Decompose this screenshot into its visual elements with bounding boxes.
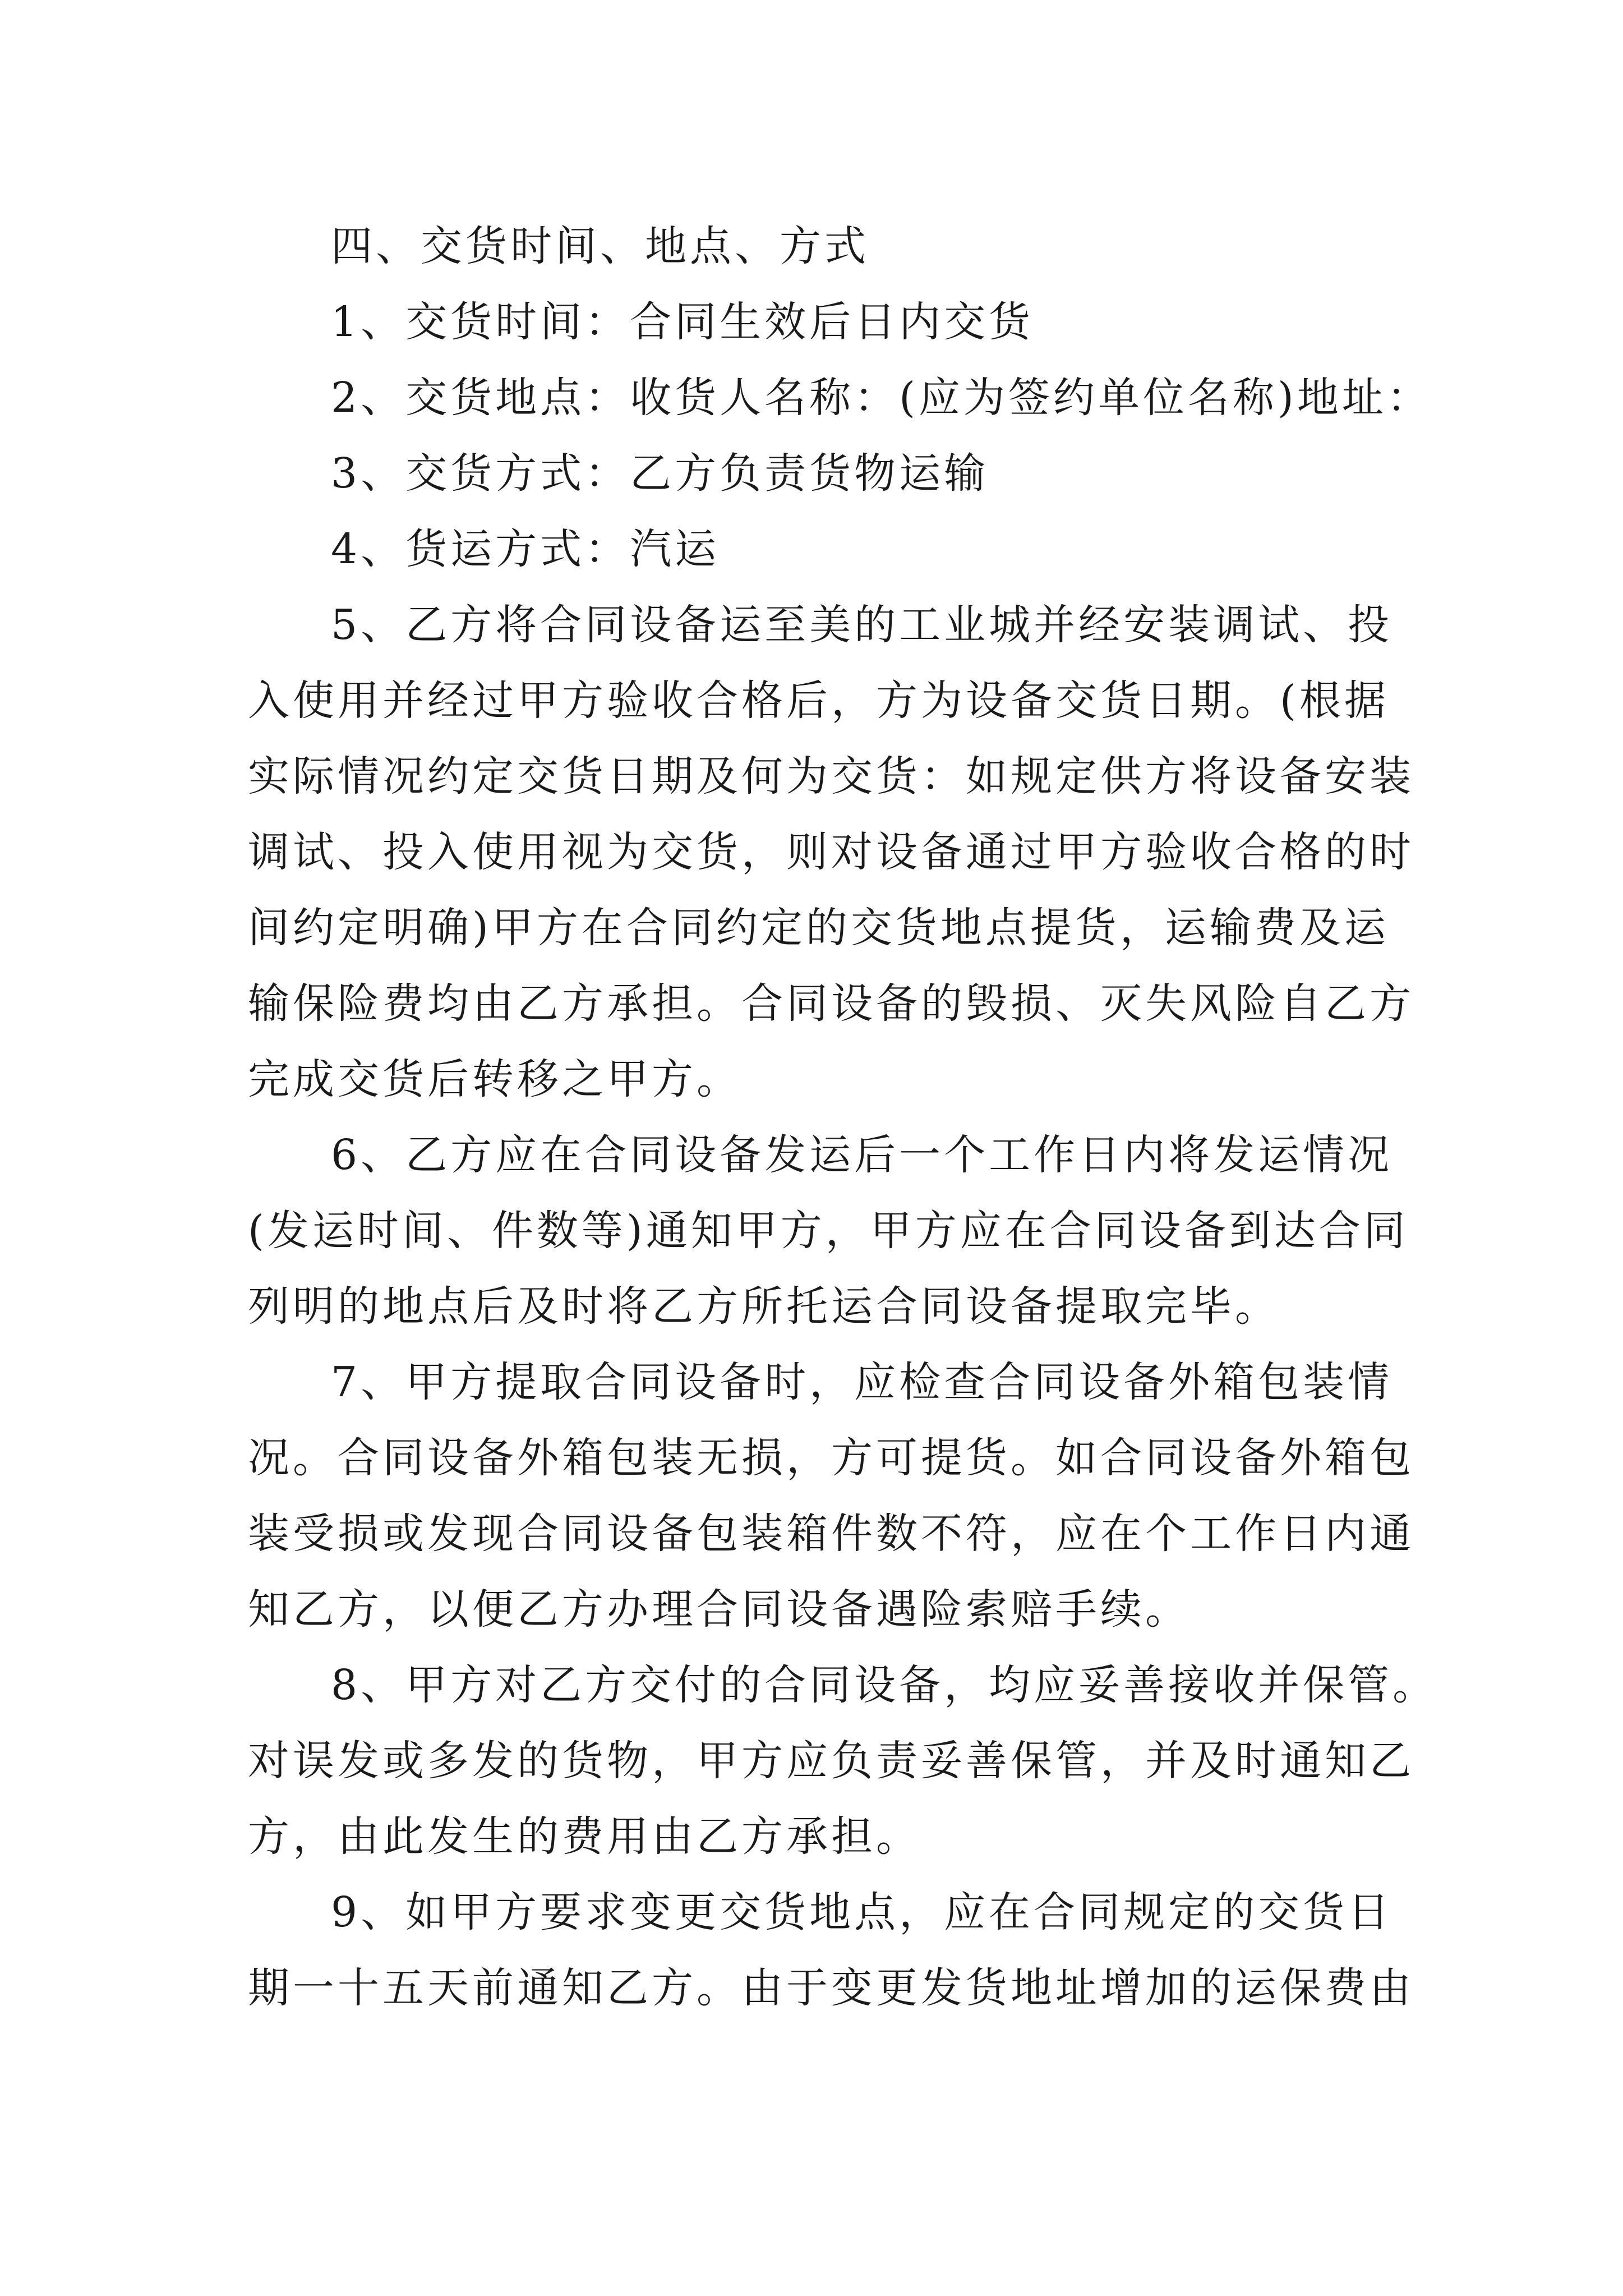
clause-5-line-1: 5、乙方将合同设备运至美的工业城并经安装调试、投 bbox=[331, 601, 1393, 649]
clause-9-line-1: 9、如甲方要求变更交货地点，应在合同规定的交货日 bbox=[331, 1888, 1393, 1936]
clause-8-line-3: 方，由此发生的费用由乙方承担。 bbox=[248, 1812, 921, 1861]
clause-7-line-3: 装受损或发现合同设备包装箱件数不符，应在个工作日内通 bbox=[248, 1510, 1414, 1558]
clause-5-line-3: 实际情况约定交货日期及何为交货：如规定供方将设备安装 bbox=[248, 752, 1414, 800]
clause-5-line-7: 完成交货后转移之甲方。 bbox=[248, 1055, 741, 1103]
clause-4: 4、货运方式：汽运 bbox=[331, 525, 720, 573]
clause-1: 1、交货时间：合同生效后日内交货 bbox=[331, 298, 1034, 346]
clause-6-line-1: 6、乙方应在合同设备发运后一个工作日内将发运情况 bbox=[331, 1131, 1393, 1179]
clause-6-line-2: (发运时间、件数等)通知甲方，甲方应在合同设备到达合同 bbox=[248, 1207, 1409, 1255]
clause-8-line-1: 8、甲方对乙方交付的合同设备，均应妥善接收并保管。 bbox=[331, 1661, 1438, 1709]
clause-5-line-5: 间约定明确)甲方在合同约定的交货地点提货，运输费及运 bbox=[248, 904, 1389, 952]
clause-5-line-6: 输保险费均由乙方承担。合同设备的毁损、灭失风险自乙方 bbox=[248, 979, 1414, 1028]
document-body bbox=[248, 209, 1438, 2026]
clause-7-line-4: 知乙方，以便乙方办理合同设备遇险索赔手续。 bbox=[248, 1585, 1190, 1634]
clause-3: 3、交货方式：乙方负责货物运输 bbox=[331, 449, 989, 498]
clause-7-line-2: 况。合同设备外箱包装无损，方可提货。如合同设备外箱包 bbox=[248, 1434, 1414, 1482]
clause-8-line-2: 对误发或多发的货物，甲方应负责妥善保管，并及时通知乙 bbox=[248, 1737, 1414, 1785]
section-heading: 四、交货时间、地点、方式 bbox=[331, 222, 869, 270]
clause-6-line-3: 列明的地点后及时将乙方所托运合同设备提取完毕。 bbox=[248, 1282, 1280, 1331]
clause-5-line-4: 调试、投入使用视为交货，则对设备通过甲方验收合格的时 bbox=[248, 828, 1414, 876]
clause-7-line-1: 7、甲方提取合同设备时，应检查合同设备外箱包装情 bbox=[331, 1358, 1393, 1406]
clause-2: 2、交货地点：收货人名称：(应为签约单位名称)地址： bbox=[331, 374, 1432, 422]
clause-5-line-2: 入使用并经过甲方验收合格后，方为设备交货日期。(根据 bbox=[248, 677, 1389, 725]
clause-9-line-2: 期一十五天前通知乙方。由于变更发货地址增加的运保费由 bbox=[248, 1964, 1414, 2012]
